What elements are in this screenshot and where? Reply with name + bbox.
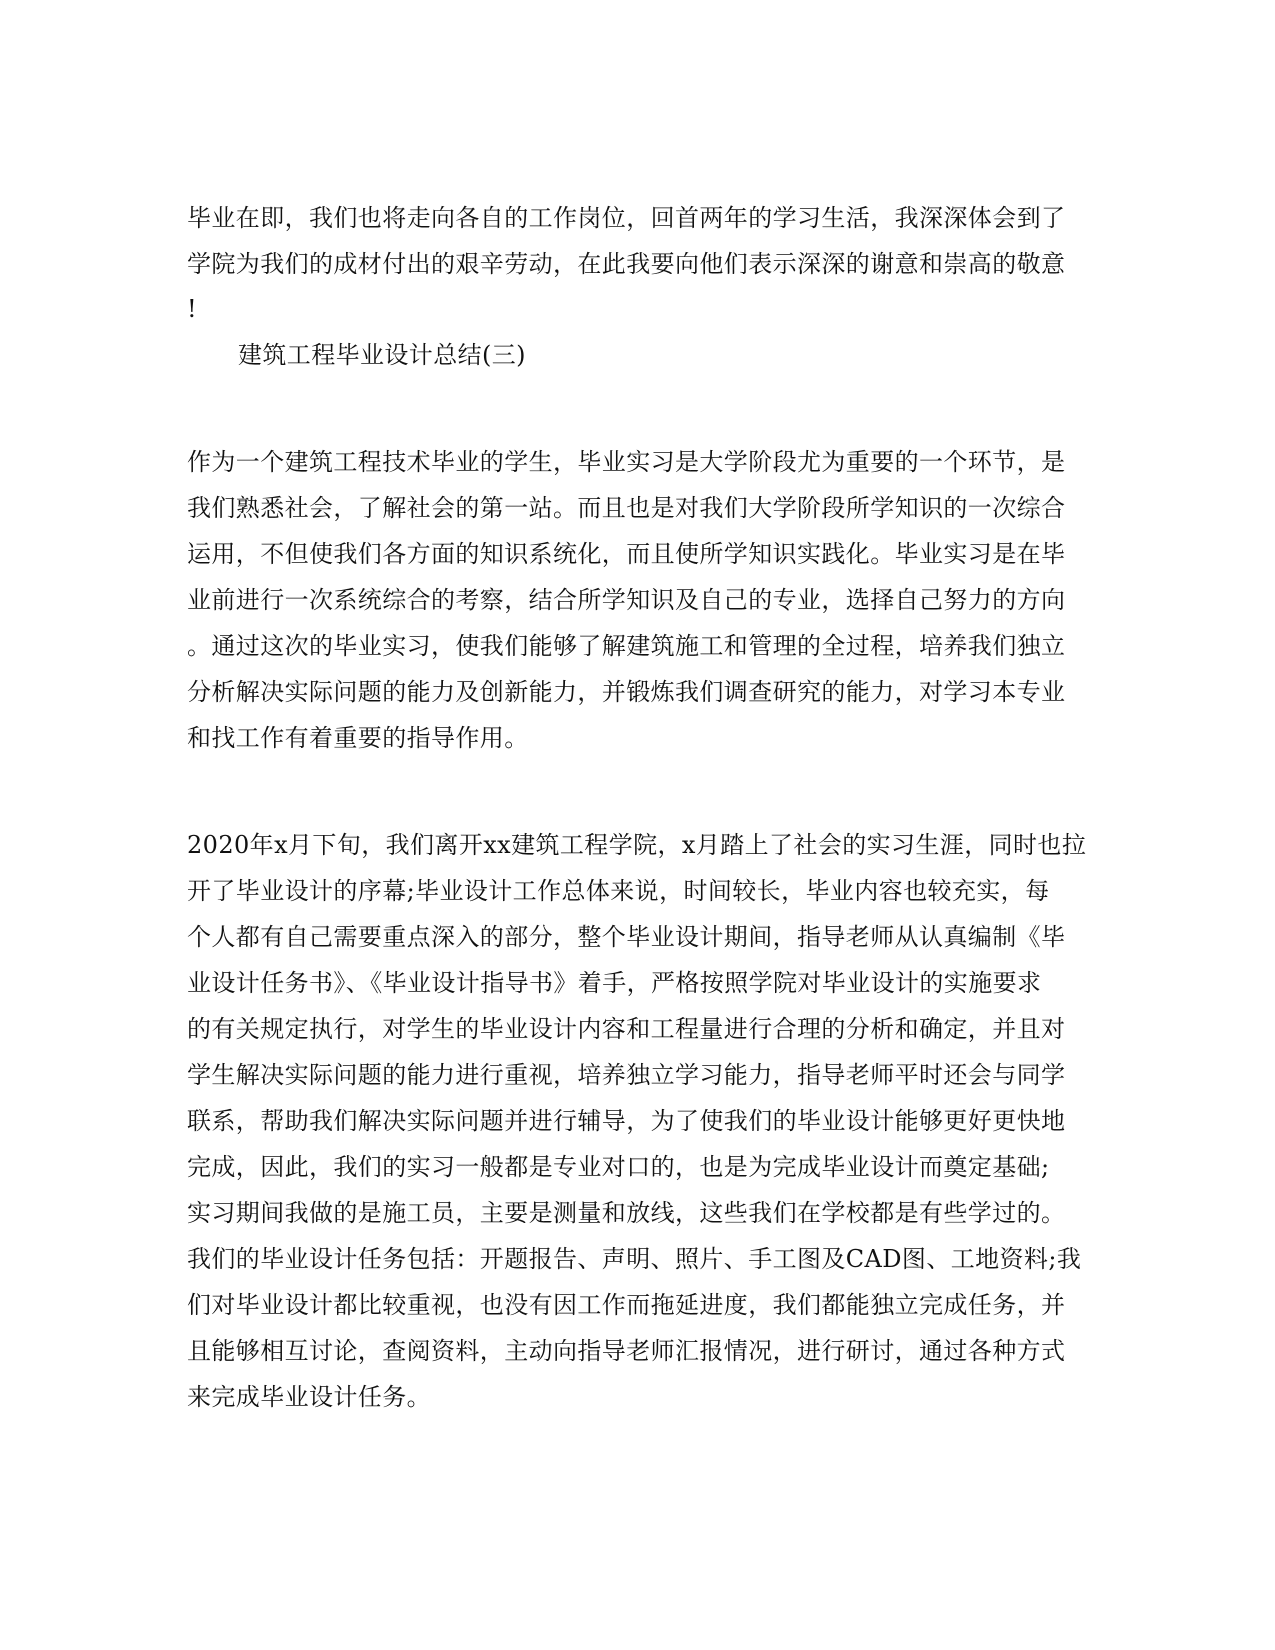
paragraph-line: 个人都有自己需要重点深入的部分，整个毕业设计期间，指导老师从认真编制《毕 xyxy=(187,923,1066,951)
paragraph-line: 来完成毕业设计任务。 xyxy=(187,1383,431,1411)
paragraph-line: 开了毕业设计的序幕;毕业设计工作总体来说，时间较长，毕业内容也较充实，每 xyxy=(187,877,1050,905)
paragraph-line: 业设计任务书》、《毕业设计指导书》着手，严格按照学院对毕业设计的实施要求 xyxy=(187,969,1042,997)
paragraph-line: 学生解决实际问题的能力进行重视，培养独立学习能力，指导老师平时还会与同学 xyxy=(187,1061,1066,1089)
paragraph-line: 和找工作有着重要的指导作用。 xyxy=(187,724,529,752)
section-title: 建筑工程毕业设计总结(三) xyxy=(238,341,526,369)
paragraph-line: 我们的毕业设计任务包括：开题报告、声明、照片、手工图及CAD图、工地资料;我 xyxy=(187,1245,1082,1273)
paragraph-line: 运用，不但使我们各方面的知识系统化，而且使所学知识实践化。毕业实习是在毕 xyxy=(187,540,1066,568)
paragraph-line: 业前进行一次系统综合的考察，结合所学知识及自己的专业，选择自己努力的方向 xyxy=(187,586,1066,614)
paragraph-line: 2020年x月下旬，我们离开xx建筑工程学院，x月踏上了社会的实习生涯，同时也拉 xyxy=(187,831,1087,859)
intro-line: ! xyxy=(187,295,198,323)
intro-line: 毕业在即，我们也将走向各自的工作岗位，回首两年的学习生活，我深深体会到了 xyxy=(187,204,1066,232)
intro-line: 学院为我们的成材付出的艰辛劳动，在此我要向他们表示深深的谢意和崇高的敬意 xyxy=(187,250,1066,278)
paragraph-line: 完成，因此，我们的实习一般都是专业对口的，也是为完成毕业设计而奠定基础; xyxy=(187,1153,1050,1181)
paragraph-line: 。通过这次的毕业实习，使我们能够了解建筑施工和管理的全过程，培养我们独立 xyxy=(187,632,1066,660)
paragraph-line: 实习期间我做的是施工员，主要是测量和放线，这些我们在学校都是有些学过的。 xyxy=(187,1199,1066,1227)
paragraph-line: 们对毕业设计都比较重视，也没有因工作而拖延进度，我们都能独立完成任务，并 xyxy=(187,1291,1066,1319)
paragraph-line: 且能够相互讨论，查阅资料，主动向指导老师汇报情况，进行研讨，通过各种方式 xyxy=(187,1337,1066,1365)
paragraph-line: 的有关规定执行，对学生的毕业设计内容和工程量进行合理的分析和确定，并且对 xyxy=(187,1015,1066,1043)
paragraph-line: 我们熟悉社会，了解社会的第一站。而且也是对我们大学阶段所学知识的一次综合 xyxy=(187,494,1066,522)
paragraph-line: 分析解决实际问题的能力及创新能力，并锻炼我们调查研究的能力，对学习本专业 xyxy=(187,678,1066,706)
paragraph-line: 作为一个建筑工程技术毕业的学生，毕业实习是大学阶段尤为重要的一个环节，是 xyxy=(187,448,1066,476)
paragraph-line: 联系，帮助我们解决实际问题并进行辅导，为了使我们的毕业设计能够更好更快地 xyxy=(187,1107,1066,1135)
